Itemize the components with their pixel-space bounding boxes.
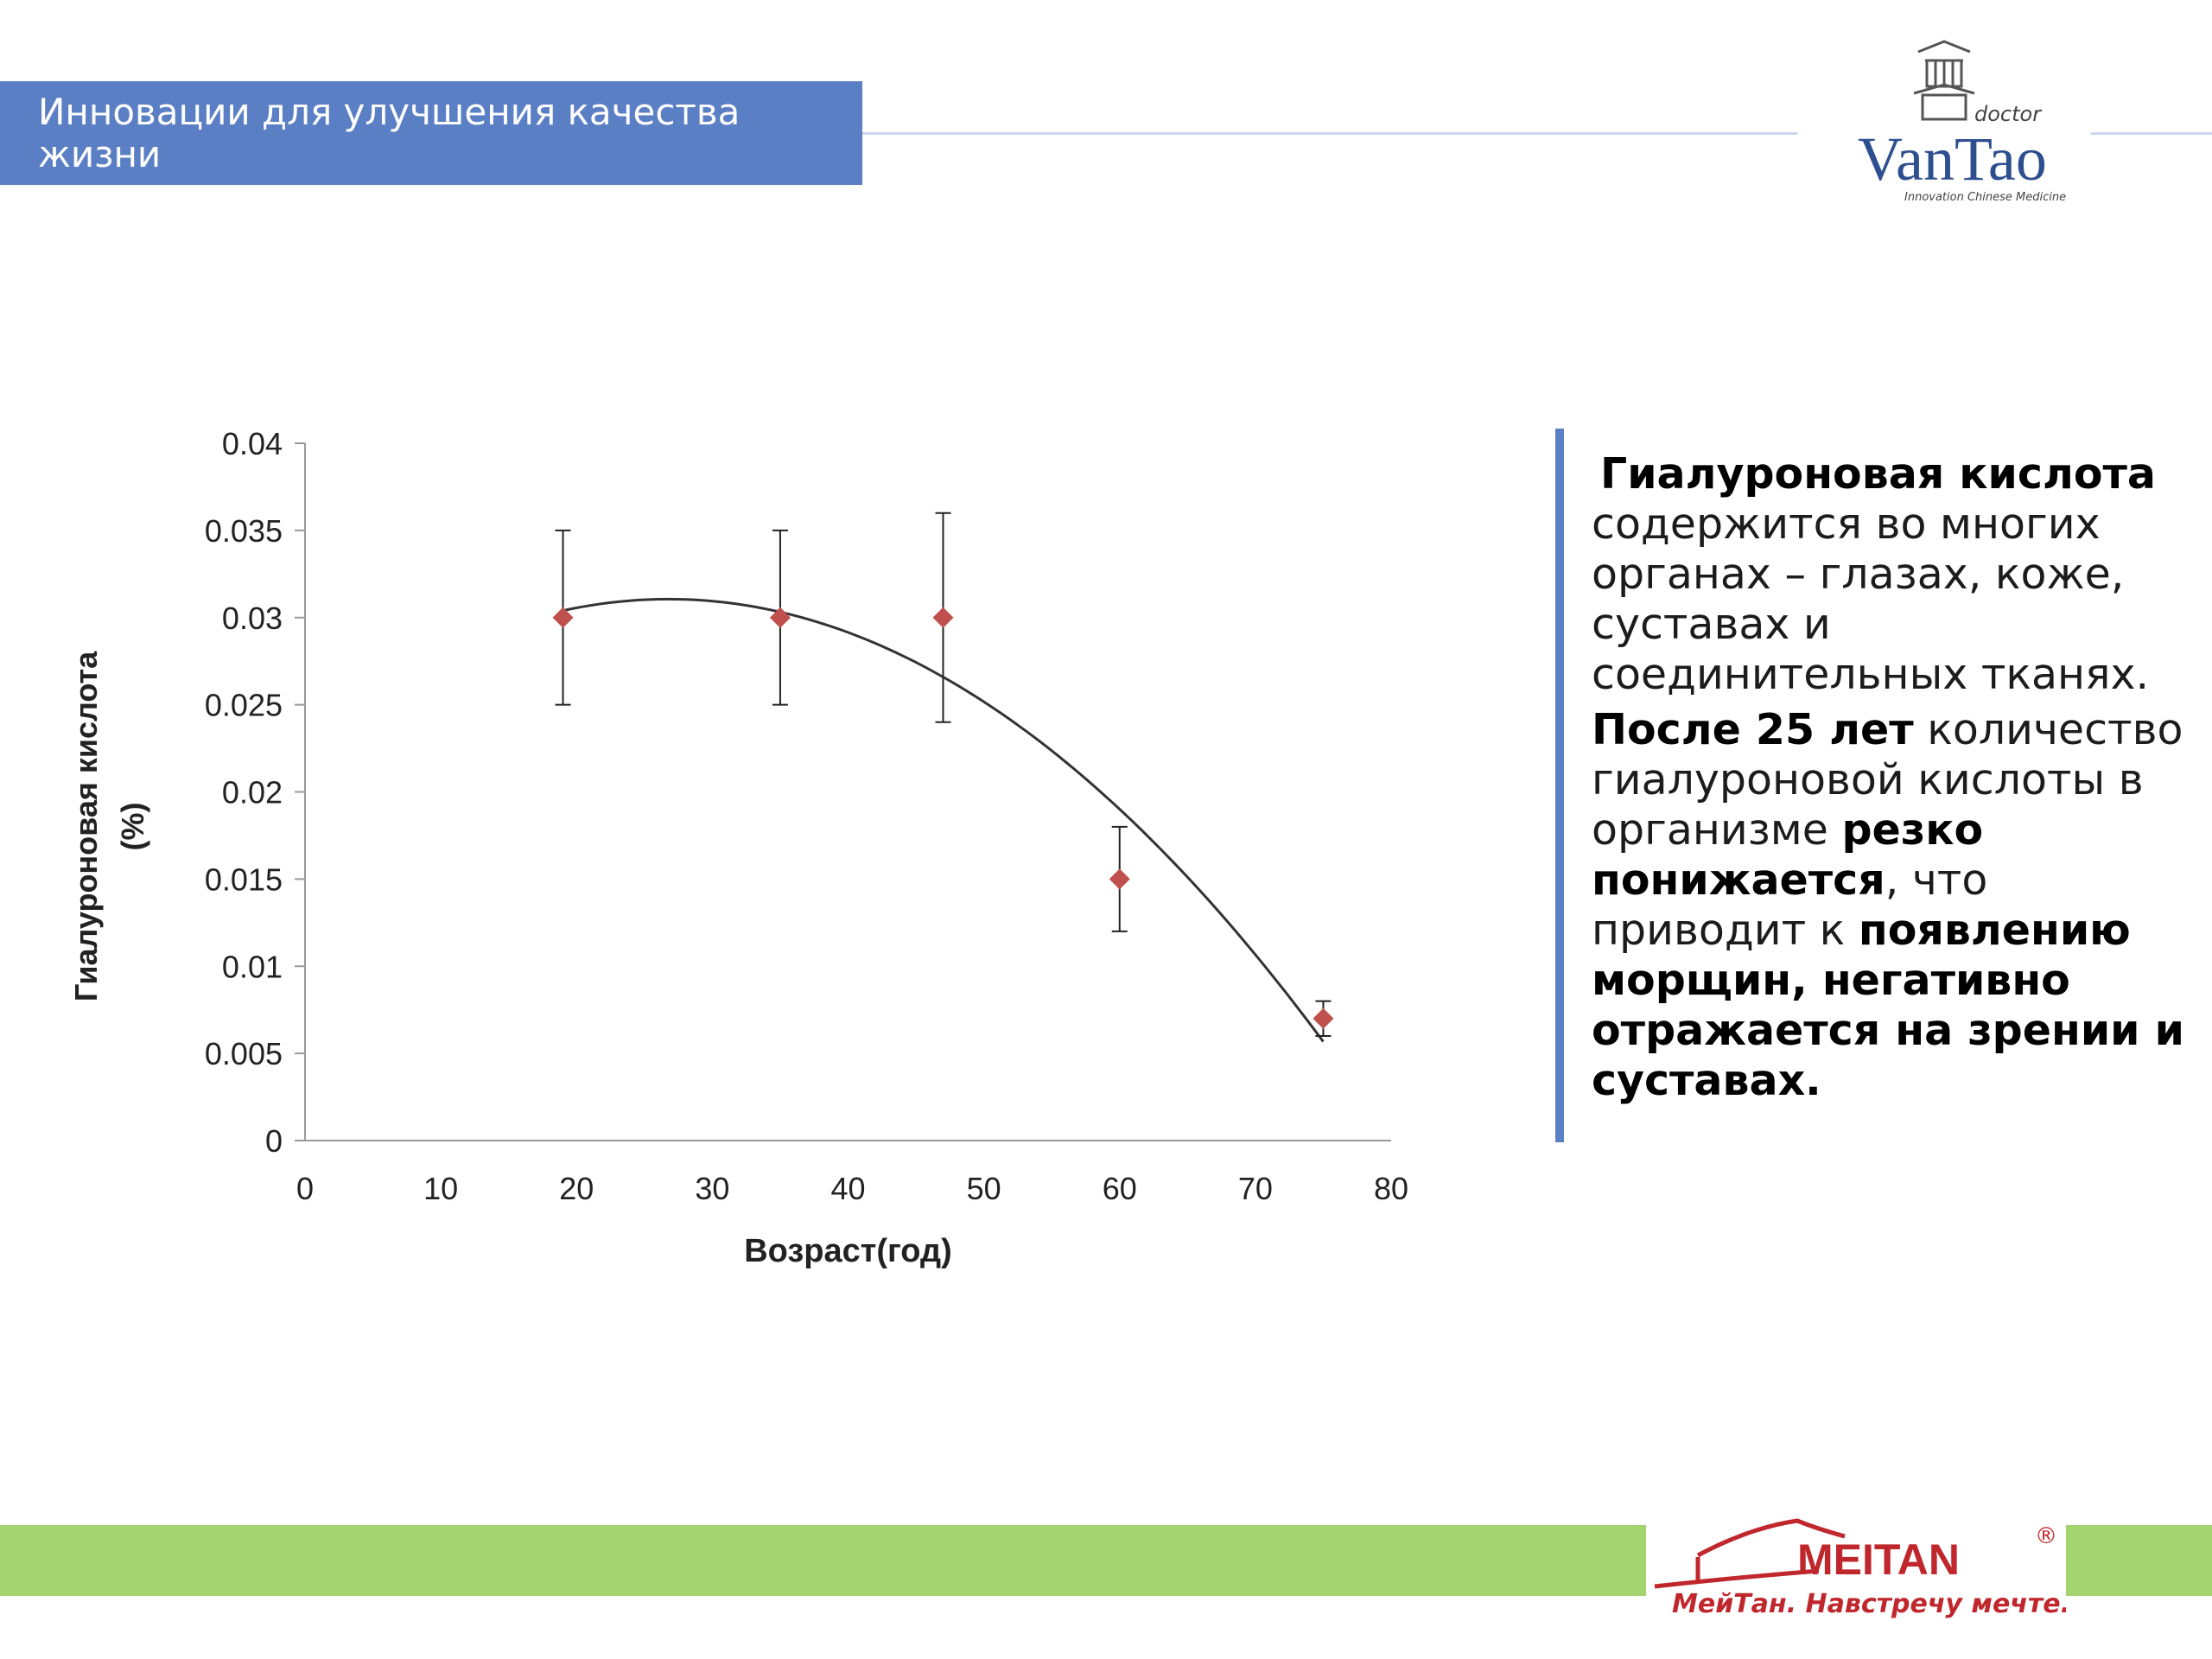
data-point-marker — [1313, 1008, 1333, 1029]
info-p2-bold1: После 25 лет — [1592, 705, 1914, 754]
pagoda-icon — [1914, 41, 1974, 119]
x-axis-label: Возраст(год) — [744, 1233, 952, 1269]
y-tick-label: 0.02 — [221, 774, 283, 810]
error-bars — [556, 513, 1332, 1036]
vantao-logo — [1797, 35, 2091, 216]
x-tick-label: 40 — [830, 1171, 866, 1206]
info-p2-text1: количество гиалуроновой кислоты в организме — [1592, 705, 2183, 855]
y-tick-label: 0.01 — [221, 949, 283, 985]
info-p1-bold: Гиалуроновая кислота — [1600, 449, 2156, 499]
registered-mark: ® — [2035, 1523, 2057, 1549]
y-tick-label: 0.025 — [204, 687, 283, 723]
y-axis-ticks — [205, 426, 305, 1159]
x-tick-label: 60 — [1102, 1171, 1137, 1206]
meitan-brand-text: MEITAN — [1797, 1535, 1960, 1584]
info-p1-text: содержится во многих органах – глазах, коже, суставах и соединительных тканях. — [1592, 499, 2150, 699]
meitan-slogan: МейТан. Навстречу мечте. — [1672, 1589, 2066, 1619]
x-axis-ticks — [296, 1171, 1408, 1206]
info-p2-text2: , что приводит к — [1592, 855, 1988, 955]
x-tick-label: 0 — [296, 1171, 315, 1206]
data-point-marker — [932, 607, 953, 628]
y-tick-label: 0.035 — [204, 512, 283, 549]
x-tick-label: 10 — [423, 1171, 459, 1206]
hyaluronic-acid-chart — [35, 397, 1469, 1313]
logo-doctor-text: doctor — [1974, 102, 2042, 126]
x-tick-label: 50 — [966, 1171, 1001, 1206]
x-tick-label: 20 — [559, 1171, 594, 1206]
header-banner — [0, 81, 862, 185]
y-tick-label: 0 — [264, 1123, 283, 1159]
data-point-marker — [1109, 868, 1130, 889]
y-tick-label: 0.04 — [221, 426, 283, 461]
y-axis-label-line1: Гиалуроновая кислота — [68, 651, 104, 1002]
y-axis-label — [68, 651, 150, 1001]
page-title: Инновации для улучшения качества жизни — [38, 91, 741, 175]
meitan-logo — [1646, 1503, 2066, 1624]
x-tick-label: 30 — [695, 1171, 730, 1206]
text-accent-line — [1555, 429, 1564, 1142]
y-axis-label-line2: (%) — [115, 802, 150, 851]
info-textbox — [1592, 449, 2188, 1111]
x-tick-label: 80 — [1373, 1171, 1409, 1206]
y-tick-label: 0.03 — [221, 600, 283, 636]
info-p2-bold3: появлению морщин, негативно отражается на зрении и суставах. — [1592, 906, 2184, 1105]
info-paragraph-2 — [1592, 705, 2188, 1106]
y-tick-label: 0.005 — [204, 1036, 283, 1072]
info-p2-bold2: резко понижается — [1592, 805, 1984, 905]
logo-vantao-text: VanTao — [1858, 124, 2047, 194]
y-tick-label: 0.015 — [204, 861, 283, 898]
logo-tagline: Innovation Chinese Medicine — [1904, 191, 2067, 204]
info-paragraph-1 — [1592, 449, 2188, 700]
x-tick-label: 70 — [1237, 1171, 1273, 1206]
